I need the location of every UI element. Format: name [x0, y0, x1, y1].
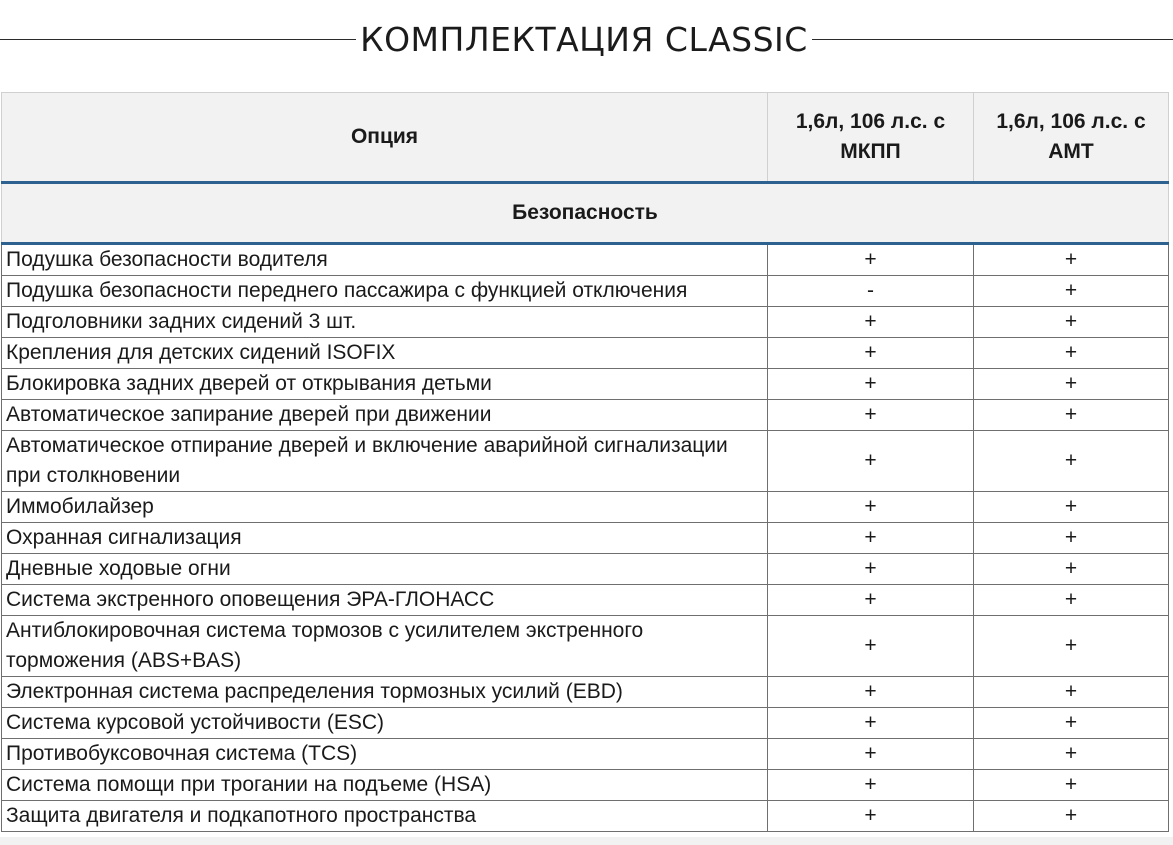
mt-value-cell: + [768, 616, 974, 677]
at-value-cell: + [974, 770, 1169, 801]
option-cell: Автоматическое запирание дверей при движении [2, 400, 768, 431]
mt-value-cell: + [768, 369, 974, 400]
option-cell: Система экстренного оповещения ЭРА-ГЛОНАСС [2, 585, 768, 616]
table-row [2, 400, 1169, 431]
table-row [2, 585, 1169, 616]
option-cell: Система помощи при трогании на подъеме (HSA) [2, 770, 768, 801]
option-cell: Иммобилайзер [2, 492, 768, 523]
table-header-row [2, 93, 1169, 183]
header-mt: 1,6л, 106 л.с. с МКПП [768, 93, 974, 183]
at-value-cell: + [974, 244, 1169, 276]
option-cell: Подушка безопасности водителя [2, 244, 768, 276]
option-cell: Блокировка задних дверей от открывания детьми [2, 369, 768, 400]
option-cell: Крепления для детских сидений ISOFIX [2, 338, 768, 369]
page-title: КОМПЛЕКТАЦИЯ CLASSIC [360, 20, 808, 59]
mt-value-cell: + [768, 523, 974, 554]
at-value-cell: + [974, 431, 1169, 492]
option-cell: Подушка безопасности переднего пассажира с функцией отключения [2, 276, 768, 307]
table-row [2, 369, 1169, 400]
option-cell: Подголовники задних сидений 3 шт. [2, 307, 768, 338]
at-value-cell: + [974, 616, 1169, 677]
at-value-cell: + [974, 400, 1169, 431]
table-row [2, 492, 1169, 523]
at-value-cell: + [974, 554, 1169, 585]
table-row [2, 431, 1169, 492]
table-row [2, 677, 1169, 708]
table-row [2, 801, 1169, 832]
title-row [0, 18, 1173, 66]
mt-value-cell: + [768, 554, 974, 585]
mt-value-cell: + [768, 307, 974, 338]
header-option: Опция [2, 93, 768, 183]
option-cell: Электронная система распределения тормозных усилий (EBD) [2, 677, 768, 708]
at-value-cell: + [974, 708, 1169, 739]
at-value-cell: + [974, 276, 1169, 307]
section-title: Безопасность [2, 183, 1169, 244]
mt-value-cell: + [768, 400, 974, 431]
mt-value-cell: + [768, 739, 974, 770]
at-value-cell: + [974, 492, 1169, 523]
table-row [2, 244, 1169, 276]
title-divider-left [0, 39, 356, 40]
mt-value-cell: + [768, 770, 974, 801]
title-divider-right [812, 39, 1173, 40]
header-at: 1,6л, 106 л.с. с АМТ [974, 93, 1169, 183]
table-row [2, 523, 1169, 554]
at-value-cell: + [974, 307, 1169, 338]
table-row [2, 554, 1169, 585]
mt-value-cell: + [768, 585, 974, 616]
at-value-cell: + [974, 369, 1169, 400]
footer-band [0, 837, 1173, 845]
mt-value-cell: - [768, 276, 974, 307]
mt-value-cell: + [768, 801, 974, 832]
table-row [2, 276, 1169, 307]
mt-value-cell: + [768, 492, 974, 523]
mt-value-cell: + [768, 708, 974, 739]
option-cell: Система курсовой устойчивости (ESC) [2, 708, 768, 739]
mt-value-cell: + [768, 244, 974, 276]
mt-value-cell: + [768, 338, 974, 369]
table-row [2, 307, 1169, 338]
at-value-cell: + [974, 338, 1169, 369]
option-cell: Противобуксовочная система (TCS) [2, 739, 768, 770]
at-value-cell: + [974, 585, 1169, 616]
table-row [2, 616, 1169, 677]
option-cell: Автоматическое отпирание дверей и включение аварийной сигнализации при столкновении [2, 431, 768, 492]
table-row [2, 338, 1169, 369]
at-value-cell: + [974, 523, 1169, 554]
section-row [2, 183, 1169, 244]
at-value-cell: + [974, 677, 1169, 708]
table-row [2, 770, 1169, 801]
at-value-cell: + [974, 801, 1169, 832]
at-value-cell: + [974, 739, 1169, 770]
option-cell: Защита двигателя и подкапотного пространства [2, 801, 768, 832]
option-cell: Охранная сигнализация [2, 523, 768, 554]
option-cell: Дневные ходовые огни [2, 554, 768, 585]
spec-table [1, 92, 1169, 832]
table-row [2, 739, 1169, 770]
mt-value-cell: + [768, 677, 974, 708]
mt-value-cell: + [768, 431, 974, 492]
table-row [2, 708, 1169, 739]
option-cell: Антиблокировочная система тормозов с усилителем экстренного торможения (ABS+BAS) [2, 616, 768, 677]
